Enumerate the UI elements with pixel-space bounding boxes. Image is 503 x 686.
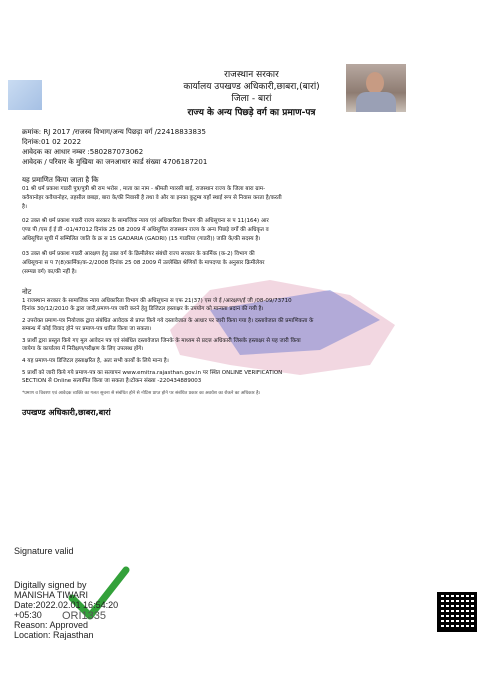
note-2-line2: सम्बन्ध में कोई विवाद होने पर प्रमाण-पत्र धारित किया जा सकता। <box>22 326 152 332</box>
issue-date: दिनांक:01 02 2022 <box>22 138 82 146</box>
signed-by-label: Digitally signed by <box>14 580 87 590</box>
note-3-line1: 3 प्रार्थी द्वारा प्रस्तुत किये गए मूल आवेदन पत्र एवं संबंधित दस्तावेजात जिनके के माध्यम से प्रदत्त अधिकारी जिसके हस्ताक्षर से यह जारी किया <box>22 338 301 344</box>
district-title: जिला - बारां <box>231 94 272 104</box>
para-02-line3: अधिसूचित सूची में सम्मिलित जाति के क्र स 15 GADARIA (GADRI) (15 गाडरिया (गाडरी)) जाति के/की सदस्य है। <box>22 236 261 242</box>
jan-aadhaar-number: आवेदक / परिवार के मुखिया का जनआधार कार्ड संख्या 4706187201 <box>22 158 208 166</box>
signature-timezone: +05:30 <box>14 610 42 620</box>
intro-text: यह प्रमाणित किया जाता है कि <box>22 176 99 184</box>
certificate-title: राज्य के अन्य पिछड़े वर्ग का प्रमाण-पत्र <box>187 108 316 118</box>
note-4: 4 यह प्रमाण-पत्र डिजिटल हस्ताक्षरित है, अतः सभी कार्यों के लिये मान्य है। <box>22 358 169 364</box>
gov-title: राजस्थान सरकार <box>224 70 279 80</box>
para-03-line3: (सम्पन्न वर्ग) का/की नहीं है। <box>22 269 77 275</box>
signature-valid-label: Signature valid <box>14 546 74 556</box>
notes-title: नोट <box>22 288 32 296</box>
para-01-line2: कवैयानोहर कवैयानोहर, तहसील छबड़ा, बारा के/की निवासी है तथा वे और या इनका कुटुम्ब यहाँ स्थाई रूप से निवास करता है/करती <box>22 195 282 201</box>
fine-print: *प्रमाण व विवरण एवं आवेदक व्यक्ति का गलत सूचना से संबंधित होने से नोटिस प्राप्त होने पर संबंधित प्रकार का अवधेश का रोकने का अधिकार है। <box>22 391 261 396</box>
note-1-line1: 1 राजस्थान सरकार के सामाजिक न्याय अधिकारिता विभाग की अधिसूचना स एफ 21(37) एस जे ई /आरक्षण/ई जी /08-09/73710 <box>22 298 292 304</box>
signature-overlay-code: ORI1335 <box>62 610 107 622</box>
certificate-number: क्रमांक: RJ 2017 /राजस्व विभाग/अन्य पिछड़ा वर्ग /22418833835 <box>22 128 206 136</box>
para-03-line2: अधिसूचना स प 7(8)कार्मिक/क-2/2008 दिनांक 25 08 2009 में उल्लेखित श्रेणियों के मापदण्ड के अनुसार क्रिमीलेयर <box>22 260 265 266</box>
note-5-line2: SECTION से Online सत्यापित किया जा सकता है।टोकन संख्या -220434889003 <box>22 378 202 384</box>
para-01-line3: है। <box>22 204 28 210</box>
watermark-map <box>150 270 410 380</box>
signature-location: Location: Rajasthan <box>14 630 94 640</box>
para-02-line2: एण्ड पी /एस ई ई डी -01/47012 दिनांक 25 08 2009 में अधिसूचित राजस्थान राज्य के अन्य पिछड़े वर्गों की अधिकृत व <box>22 227 269 233</box>
signature-reason: Reason: Approved <box>14 620 89 630</box>
signature-date: Date:2022.02.01 16:54:20 <box>14 600 119 610</box>
signer-name: MANISHA TIWARI <box>14 590 89 600</box>
note-5-line1: 5 प्रार्थी को जारी किये गये प्रमाण-पत्र का सत्यापन www.emitra.rajasthan.gov.in पर स्थित ONLINE VERIFICATION <box>22 370 283 376</box>
note-1-line2: दिनांक 30/12/2010 के द्वारा जारी,प्रमाण-पत्र जारी करने हेतु डिजिटल हस्ताक्षर के उपयोग को मान्यता प्रदान की गयी है। <box>22 306 264 312</box>
note-3-line2: जायेगा के कार्यालय में निरीक्षण/परीक्षण के लिए उपलब्ध होंगे। <box>22 346 144 352</box>
qr-code <box>437 592 477 632</box>
office-title: कार्यालय उपखण्ड अधिकारी,छाबरा,(बारां) <box>183 82 320 92</box>
signatory-title: उपखण्ड अधिकारी,छाबरा,बारां <box>22 408 111 417</box>
para-02-line1: 02 उक्त श्री धर्म प्रकाश गाडरी राज्य सरकार के सामाजिक न्याय एवं अधिकारिता विभाग की अधिसूचना स प 11(164) आर <box>22 218 269 224</box>
para-01-line1: 01 श्री धर्म प्रकाश गाडरी पुत्र/पुत्री श्री राम भरोस , माता का नाम - श्रीमती ग्यारसी बाई, राजस्थान राज्य के जिला बारा ग्राम- <box>22 186 266 192</box>
para-03-line1: 03 उक्त श्री धर्म प्रकाश गाडरी आरक्षण हेतु उक्त वर्ग के क्रिमीलेयर संबंधी राज्य सरकार के कार्मिक (क-2) विभाग की <box>22 251 255 257</box>
note-2-line1: 2 उपरोक्त प्रमाण-पत्र नियोजक द्वारा संबंधित आवेदक से प्राप्त किये गये दस्तावेजात के आधार पर जारी किया गया है। दस्तावेजात की प्रमाणिकता के <box>22 318 314 324</box>
aadhaar-number: आवेदक का आधार नम्बर :580287073062 <box>22 148 144 156</box>
